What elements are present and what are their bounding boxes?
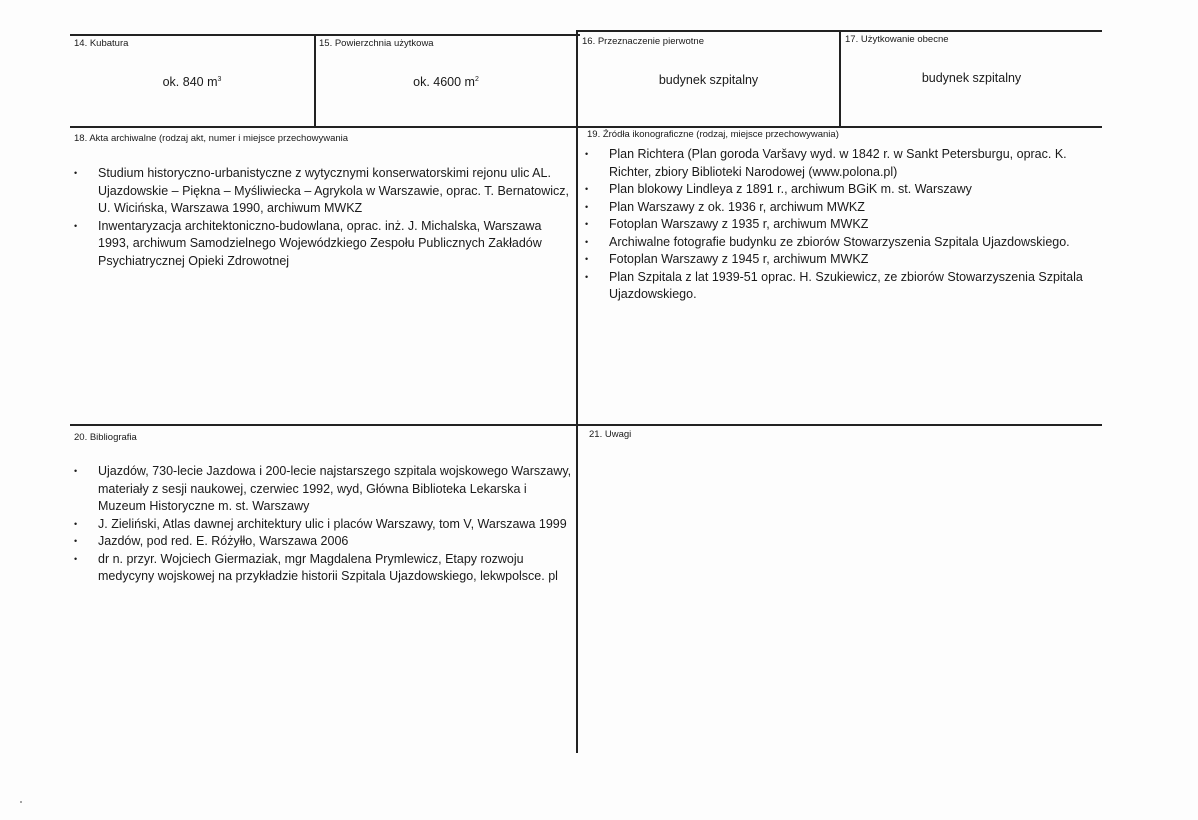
rule-row1-bottom xyxy=(70,126,1102,128)
list-item: • Plan Richtera (Plan goroda Varšavy wyd. w 1842 r. w Sankt Petersburgu, oprac. K. Richter, zbiory Biblioteki Narodowej (www.polona.pl) xyxy=(583,146,1098,181)
uzytkowanie-label: 17. Użytkowanie obecne xyxy=(845,34,949,45)
rule-row2-bottom xyxy=(70,424,1102,426)
zrodla-label: 19. Źródła ikonograficzne (rodzaj, miejsce przechowywania) xyxy=(587,129,839,140)
bibliografia-list xyxy=(72,463,572,586)
list-item: • dr n. przyr. Wojciech Giermaziak, mgr Magdalena Prymlewicz, Etapy rozwoju medycyny wojskowej na przykładzie historii Szpitala Ujazdowskiego, lekwpolsce. pl xyxy=(72,551,572,586)
list-item: • Archiwalne fotografie budynku ze zbiorów Stowarzyszenia Szpitala Ujazdowskiego. xyxy=(583,234,1098,252)
scan-speck xyxy=(20,801,22,803)
rule-col-center xyxy=(576,30,578,753)
powierzchnia-label: 15. Powierzchnia użytkowa xyxy=(319,38,434,49)
akta-list xyxy=(72,165,572,270)
list-item: • Fotoplan Warszawy z 1945 r, archiwum MWKZ xyxy=(583,251,1098,269)
list-item: • Ujazdów, 730-lecie Jazdowa i 200-lecie najstarszego szpitala wojskowego Warszawy, materiały z sesji naukowej, czerwiec 1992, wyd, Główna Biblioteka Lekarska i Muzeum Historyczne m. st. Warszawy xyxy=(72,463,572,516)
bibliografia-label: 20. Bibliografia xyxy=(74,432,137,443)
list-item: • Jazdów, pod red. E. Różyłło, Warszawa 2006 xyxy=(72,533,572,551)
powierzchnia-value xyxy=(316,75,576,89)
kubatura-value-text: ok. 840 m xyxy=(162,75,218,89)
uwagi-label: 21. Uwagi xyxy=(589,429,632,440)
list-item: • Plan blokowy Lindleya z 1891 r., archiwum BGiK m. st. Warszawy xyxy=(583,181,1098,199)
przeznaczenie-label: 16. Przeznaczenie pierwotne xyxy=(582,36,704,47)
list-item: • Plan Warszawy z ok. 1936 r, archiwum MWKZ xyxy=(583,199,1098,217)
przeznaczenie-value: budynek szpitalny xyxy=(658,73,759,87)
list-item: • Plan Szpitala z lat 1939-51 oprac. H. Szukiewicz, ze zbiorów Stowarzyszenia Szpitala Ujazdowskiego. xyxy=(583,269,1098,304)
kubatura-value xyxy=(70,75,314,89)
akta-label: 18. Akta archiwalne (rodzaj akt, numer i miejsce przechowywania xyxy=(74,133,349,144)
list-item: • Fotoplan Warszawy z 1935 r, archiwum MWKZ xyxy=(583,216,1098,234)
list-item: • J. Zieliński, Atlas dawnej architektury ulic i placów Warszawy, tom V, Warszawa 1999 xyxy=(72,516,572,534)
uzytkowanie-value: budynek szpitalny xyxy=(921,71,1022,85)
list-item: • Inwentaryzacja architektoniczno-budowlana, oprac. inż. J. Michalska, Warszawa 1993, archiwum Samodzielnego Wojewódzkiego Zespołu Publicznych Zakładów Psychiatrycznej Opieki Zdrowotnej xyxy=(72,218,572,271)
kubatura-label: 14. Kubatura xyxy=(74,38,129,49)
kubatura-unit-sup: 3 xyxy=(217,75,222,83)
powierzchnia-unit-sup: 2 xyxy=(474,75,479,83)
powierzchnia-value-text: ok. 4600 m xyxy=(413,75,475,89)
zrodla-list xyxy=(583,146,1098,304)
list-item: • Studium historyczno-urbanistyczne z wytycznymi konserwatorskimi rejonu ulic AL. Ujazdowskie – Piękna – Myśliwiecka – Agrykola w Warszawie, oprac. T. Bernatowicz, U. Wicińska, Warszawa 1990, archiwum MWKZ xyxy=(72,165,572,218)
rule-top-left xyxy=(70,34,580,36)
